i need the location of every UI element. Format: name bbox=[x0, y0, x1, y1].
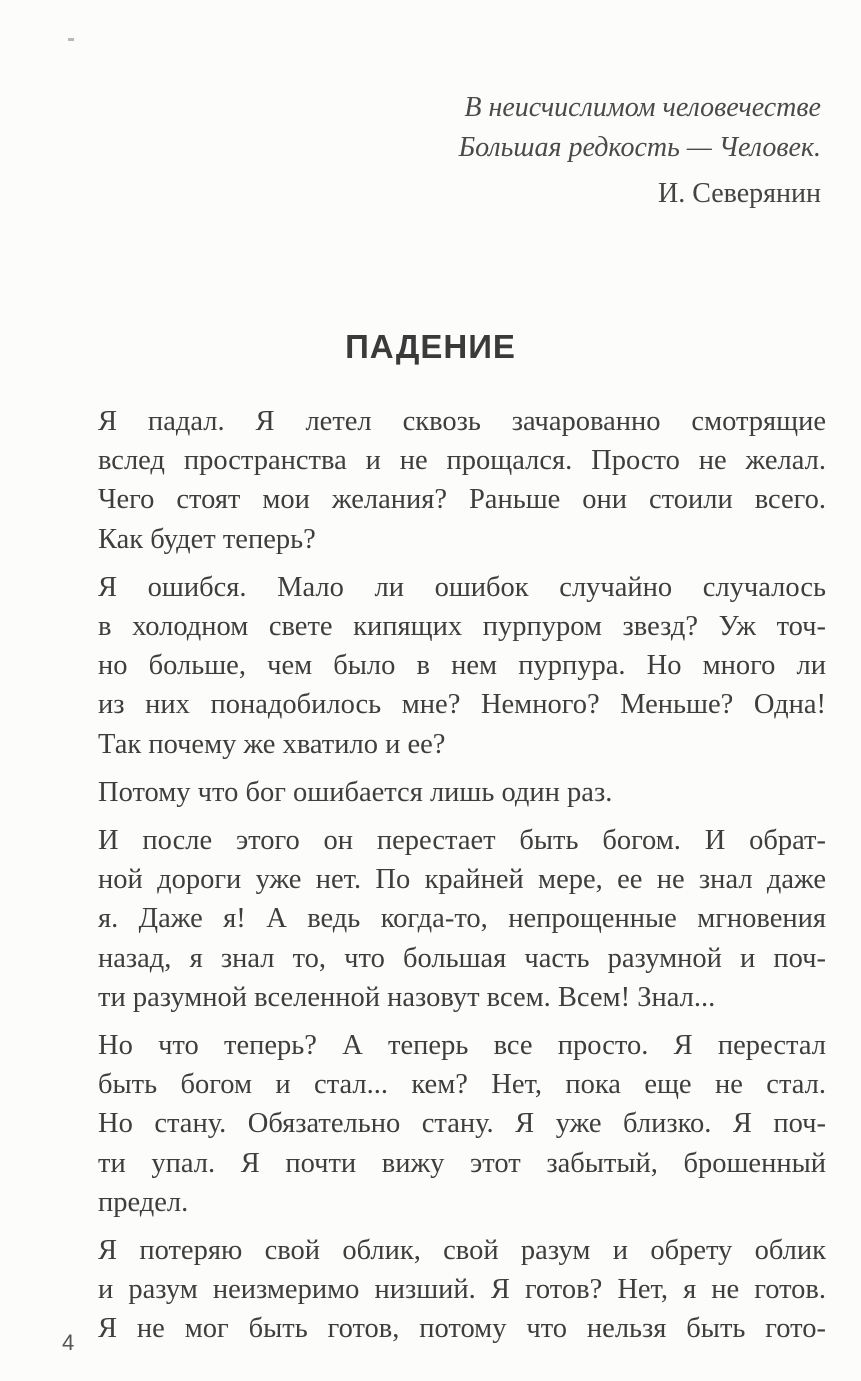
text-line: Чего стоят мои желания? Раньше они стоили всего. bbox=[98, 484, 826, 516]
epigraph-line: Большая редкость — Человек. bbox=[458, 132, 821, 163]
text-line: быть богом и стал... кем? Нет, пока еще не стал. bbox=[98, 1069, 826, 1101]
text-line: из них понадобилось мне? Немного? Меньше? Одна! bbox=[98, 689, 826, 721]
scan-speck bbox=[68, 38, 74, 41]
text-line: Но что теперь? А теперь все просто. Я перестал bbox=[98, 1030, 826, 1062]
chapter-title: ПАДЕНИЕ bbox=[345, 328, 516, 365]
paragraph bbox=[62, 402, 826, 559]
page-number: 4 bbox=[62, 1330, 75, 1355]
epigraph bbox=[459, 88, 821, 214]
paragraph bbox=[62, 821, 826, 1017]
text-line: Но стану. Обязательно стану. Я уже близко. Я поч- bbox=[98, 1108, 826, 1140]
text-line: ти разумной вселенной назовут всем. Всем! Знал... bbox=[98, 981, 716, 1013]
text-line: предел. bbox=[98, 1186, 189, 1218]
text-line: Я не мог быть готов, потому что нельзя быть гото- bbox=[98, 1313, 826, 1345]
text-line: в холодном свете кипящих пурпуром звезд? Уж точ- bbox=[98, 611, 826, 643]
epigraph-author: И. Северянин bbox=[658, 178, 821, 209]
text-line: но больше, чем было в нем пурпура. Но много ли bbox=[98, 650, 826, 682]
text-line: ной дороги уже нет. По крайней мере, ее не знал даже bbox=[98, 864, 826, 896]
text-line: И после этого он перестает быть богом. И обрат- bbox=[98, 825, 826, 857]
text-line: назад, я знал то, что большая часть разумной и поч- bbox=[98, 942, 826, 974]
text-line: Я ошибся. Мало ли ошибок случайно случалось bbox=[98, 571, 826, 603]
paragraph bbox=[62, 773, 826, 812]
chapter-body bbox=[62, 402, 826, 1358]
paragraph bbox=[62, 1231, 826, 1349]
paragraph bbox=[62, 568, 826, 764]
text-line: Я потеряю свой облик, свой разум и обрету облик bbox=[98, 1235, 826, 1267]
text-line: и разум неизмеримо низший. Я готов? Нет, я не готов. bbox=[98, 1274, 826, 1306]
text-line: Потому что бог ошибается лишь один раз. bbox=[98, 776, 613, 808]
text-line: я. Даже я! А ведь когда-то, непрощенные мгновения bbox=[98, 903, 826, 935]
text-line: Так почему же хватило и ее? bbox=[98, 728, 446, 760]
text-line: Я падал. Я летел сквозь зачарованно смотрящие bbox=[98, 406, 826, 437]
text-line: Как будет теперь? bbox=[98, 523, 316, 555]
epigraph-line: В неисчислимом человечестве bbox=[464, 92, 821, 123]
text-line: ти упал. Я почти вижу этот забытый, брошенный bbox=[98, 1147, 826, 1179]
paragraph bbox=[62, 1026, 826, 1222]
text-line: вслед пространства и не прощался. Просто не желал. bbox=[98, 445, 826, 477]
